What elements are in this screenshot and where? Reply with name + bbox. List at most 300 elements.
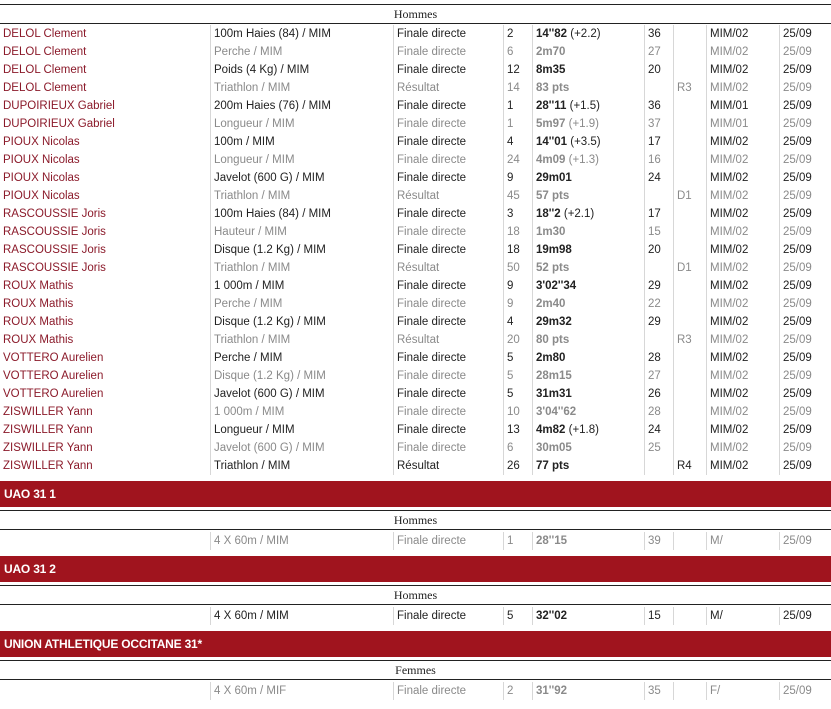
cell-rank: D1 [673,259,706,277]
cell-date: 25/09 [779,223,831,241]
cell-date: 25/09 [779,133,831,151]
cell-date: 25/09 [779,115,831,133]
cell-pts: 17 [644,133,673,151]
performance-value: 14''82 [536,28,568,40]
cell-perf [532,385,644,403]
cell-event: 100m Haies (84) / MIM [210,205,393,223]
cell-cat: M/ [706,607,779,625]
cell-date: 25/09 [779,367,831,385]
performance-value: 77 pts [536,460,570,472]
table-row [0,331,831,349]
cell-round: Finale directe [393,532,503,550]
cell-cat: MIM/02 [706,403,779,421]
cell-place: 5 [503,385,532,403]
cell-round: Finale directe [393,385,503,403]
cell-pts [644,187,673,205]
cell-round: Finale directe [393,682,503,700]
cell-round: Finale directe [393,61,503,79]
cell-date: 25/09 [779,97,831,115]
cell-event: 100m / MIM [210,133,393,151]
cell-event: Javelot (600 G) / MIM [210,385,393,403]
cell-pts: 35 [644,682,673,700]
table-row [0,205,831,223]
cell-pts [644,331,673,349]
cell-perf [532,277,644,295]
cell-cat: MIM/02 [706,331,779,349]
cell-rank [673,169,706,187]
cell-place: 4 [503,133,532,151]
cell-round: Finale directe [393,43,503,61]
cell-pts: 20 [644,241,673,259]
cell-date: 25/09 [779,25,831,43]
table-row [0,43,831,61]
cell-date: 25/09 [779,349,831,367]
cell-pts: 17 [644,205,673,223]
cell-round: Finale directe [393,349,503,367]
performance-value: 32''02 [536,610,568,622]
cell-cat: MIM/02 [706,439,779,457]
performance-value: 2m70 [536,46,566,58]
wind-value: (+1.3) [565,154,599,166]
cell-rank [673,532,706,550]
performance-value: 57 pts [536,190,570,202]
cell-perf [532,187,644,205]
cell-name: DUPOIRIEUX Gabriel [3,118,115,130]
cell-rank [673,133,706,151]
cell-event: Longueur / MIM [210,421,393,439]
cell-date: 25/09 [779,331,831,349]
performance-value: 4m09 [536,154,566,166]
table-row [0,133,831,151]
cell-perf [532,367,644,385]
cell-name: ROUX Mathis [3,298,74,310]
cell-perf [532,133,644,151]
cell-cat: MIM/02 [706,205,779,223]
cell-date: 25/09 [779,403,831,421]
cell-event: Hauteur / MIM [210,223,393,241]
table-row [0,79,831,97]
cell-rank [673,223,706,241]
cell-cat: MIM/01 [706,115,779,133]
cell-perf [532,169,644,187]
cell-event: 4 X 60m / MIM [210,532,393,550]
cell-pts [644,259,673,277]
cell-cat: MIM/02 [706,25,779,43]
cell-cat: MIM/02 [706,79,779,97]
cell-rank [673,421,706,439]
cell-name [0,682,210,700]
cell-rank [673,385,706,403]
cell-rank [673,403,706,421]
cell-round: Résultat [393,259,503,277]
cell-perf [532,457,644,475]
cell-place: 5 [503,349,532,367]
cell-pts: 26 [644,385,673,403]
cell-round: Finale directe [393,313,503,331]
cell-perf [532,43,644,61]
cell-date: 25/09 [779,682,831,700]
cell-name: DELOL Clement [3,46,87,58]
cell-event: 1 000m / MIM [210,403,393,421]
cell-place: 1 [503,532,532,550]
cell-event: Javelot (600 G) / MIM [210,169,393,187]
cell-date: 25/09 [779,61,831,79]
wind-value: (+3.5) [567,136,601,148]
performance-value: 31m31 [536,388,572,400]
wind-value: (+1.8) [565,424,599,436]
club-header-union-athletique-occitane: UNION ATHLETIQUE OCCITANE 31* [0,631,831,657]
cell-cat: MIM/02 [706,421,779,439]
table-row [0,241,831,259]
performance-value: 80 pts [536,334,570,346]
cell-cat: MIM/02 [706,457,779,475]
cell-name: ZISWILLER Yann [3,406,93,418]
cell-pts: 37 [644,115,673,133]
cell-event: Triathlon / MIM [210,259,393,277]
cell-pts: 36 [644,25,673,43]
cell-rank [673,439,706,457]
cell-perf [532,25,644,43]
gender-header-hommes-uao2: Hommes [0,585,831,605]
table-row [0,421,831,439]
cell-perf [532,532,644,550]
cell-place: 9 [503,295,532,313]
cell-date: 25/09 [779,151,831,169]
cell-event: Triathlon / MIM [210,331,393,349]
cell-date: 25/09 [779,313,831,331]
cell-place: 14 [503,79,532,97]
cell-round: Finale directe [393,205,503,223]
cell-pts: 27 [644,43,673,61]
performance-value: 52 pts [536,262,570,274]
table-row [0,403,831,421]
cell-perf [532,223,644,241]
cell-round: Finale directe [393,25,503,43]
cell-place: 3 [503,205,532,223]
performance-value: 5m97 [536,118,566,130]
cell-rank [673,205,706,223]
cell-name: RASCOUSSIE Joris [3,226,106,238]
cell-cat: MIM/02 [706,241,779,259]
cell-pts: 25 [644,439,673,457]
table-row [0,223,831,241]
cell-round: Résultat [393,331,503,349]
cell-round: Finale directe [393,151,503,169]
cell-pts: 36 [644,97,673,115]
cell-name [0,532,210,550]
cell-cat: MIM/02 [706,61,779,79]
cell-date: 25/09 [779,439,831,457]
gender-header-femmes: Femmes [0,660,831,680]
cell-place: 9 [503,169,532,187]
wind-value: (+1.9) [565,118,599,130]
cell-cat: M/ [706,532,779,550]
cell-place: 10 [503,403,532,421]
cell-name: PIOUX Nicolas [3,172,80,184]
performance-value: 31''92 [536,685,568,697]
cell-rank [673,151,706,169]
cell-event: Perche / MIM [210,295,393,313]
cell-cat: MIM/02 [706,277,779,295]
cell-place: 26 [503,457,532,475]
performance-value: 28''11 [536,100,567,112]
cell-rank [673,61,706,79]
table-row [0,532,831,550]
cell-round: Résultat [393,79,503,97]
table-row [0,313,831,331]
cell-place: 50 [503,259,532,277]
cell-date: 25/09 [779,385,831,403]
wind-value: (+2.1) [560,208,595,220]
cell-event: 100m Haies (84) / MIM [210,25,393,43]
performance-value: 28m15 [536,370,572,382]
cell-rank [673,349,706,367]
cell-place: 24 [503,151,532,169]
cell-date: 25/09 [779,421,831,439]
performance-value: 19m98 [536,244,572,256]
cell-cat: MIM/02 [706,43,779,61]
cell-cat: MIM/02 [706,385,779,403]
cell-name: RASCOUSSIE Joris [3,208,106,220]
cell-name: PIOUX Nicolas [3,136,80,148]
cell-event: Poids (4 Kg) / MIM [210,61,393,79]
cell-perf [532,115,644,133]
cell-name: ROUX Mathis [3,334,74,346]
cell-event: 4 X 60m / MIF [210,682,393,700]
cell-name: ROUX Mathis [3,280,74,292]
cell-perf [532,313,644,331]
cell-event: Perche / MIM [210,43,393,61]
gender-header-hommes-uao1: Hommes [0,510,831,530]
cell-event: Disque (1.2 Kg) / MIM [210,313,393,331]
cell-perf [532,607,644,625]
cell-round: Finale directe [393,97,503,115]
cell-rank [673,241,706,259]
cell-rank [673,25,706,43]
performance-value: 29m01 [536,172,572,184]
cell-pts: 27 [644,367,673,385]
cell-name [0,607,210,625]
cell-round: Finale directe [393,367,503,385]
table-row [0,295,831,313]
cell-perf [532,61,644,79]
cell-date: 25/09 [779,277,831,295]
cell-cat: MIM/02 [706,151,779,169]
cell-rank [673,607,706,625]
cell-name: DUPOIRIEUX Gabriel [3,100,115,112]
cell-pts: 20 [644,61,673,79]
cell-pts: 24 [644,169,673,187]
cell-cat: MIM/02 [706,169,779,187]
performance-value: 29m32 [536,316,572,328]
cell-event: Triathlon / MIM [210,457,393,475]
table-row [0,259,831,277]
performance-value: 2m80 [536,352,566,364]
gender-header-hommes: Hommes [0,4,831,24]
cell-pts: 16 [644,151,673,169]
cell-name: DELOL Clement [3,28,87,40]
cell-perf [532,97,644,115]
performance-value: 18''2 [536,208,561,220]
cell-perf [532,295,644,313]
cell-round: Résultat [393,457,503,475]
cell-perf [532,331,644,349]
cell-event: Perche / MIM [210,349,393,367]
cell-pts: 28 [644,403,673,421]
cell-date: 25/09 [779,295,831,313]
club-header-uao-31-2: UAO 31 2 [0,556,831,582]
table-row [0,277,831,295]
table-row [0,367,831,385]
cell-event: Triathlon / MIM [210,187,393,205]
performance-value: 8m35 [536,64,566,76]
cell-pts [644,457,673,475]
cell-perf [532,241,644,259]
cell-pts [644,79,673,97]
cell-event: Triathlon / MIM [210,79,393,97]
cell-place: 18 [503,241,532,259]
cell-pts: 28 [644,349,673,367]
table-row [0,457,831,475]
cell-place: 20 [503,331,532,349]
cell-rank [673,277,706,295]
cell-place: 18 [503,223,532,241]
cell-cat: MIM/01 [706,97,779,115]
cell-cat: F/ [706,682,779,700]
cell-name: RASCOUSSIE Joris [3,244,106,256]
table-row [0,349,831,367]
cell-round: Finale directe [393,115,503,133]
cell-round: Finale directe [393,403,503,421]
performance-value: 2m40 [536,298,566,310]
cell-name: ZISWILLER Yann [3,424,93,436]
cell-rank [673,97,706,115]
cell-cat: MIM/02 [706,133,779,151]
cell-rank: R3 [673,79,706,97]
cell-date: 25/09 [779,457,831,475]
cell-place: 13 [503,421,532,439]
cell-pts: 22 [644,295,673,313]
cell-cat: MIM/02 [706,259,779,277]
cell-place: 6 [503,439,532,457]
wind-value: (+2.2) [567,28,601,40]
cell-cat: MIM/02 [706,349,779,367]
cell-event: Disque (1.2 Kg) / MIM [210,241,393,259]
cell-pts: 39 [644,532,673,550]
cell-pts: 29 [644,313,673,331]
cell-cat: MIM/02 [706,367,779,385]
cell-pts: 29 [644,277,673,295]
cell-event: 200m Haies (76) / MIM [210,97,393,115]
table-row [0,25,831,43]
cell-rank [673,313,706,331]
cell-place: 2 [503,25,532,43]
cell-date: 25/09 [779,532,831,550]
cell-perf [532,259,644,277]
cell-rank: R4 [673,457,706,475]
cell-name: PIOUX Nicolas [3,154,80,166]
cell-perf [532,151,644,169]
cell-perf [532,682,644,700]
cell-rank [673,115,706,133]
cell-pts: 15 [644,223,673,241]
cell-rank [673,367,706,385]
cell-rank [673,682,706,700]
cell-date: 25/09 [779,43,831,61]
cell-round: Finale directe [393,169,503,187]
cell-cat: MIM/02 [706,187,779,205]
club-header-uao-31-1: UAO 31 1 [0,481,831,507]
cell-name: ZISWILLER Yann [3,442,93,454]
cell-date: 25/09 [779,607,831,625]
table-row [0,385,831,403]
cell-round: Finale directe [393,241,503,259]
cell-name: ZISWILLER Yann [3,460,93,472]
cell-name: DELOL Clement [3,64,87,76]
cell-name: VOTTERO Aurelien [3,352,104,364]
table-row [0,169,831,187]
cell-round: Finale directe [393,421,503,439]
cell-rank [673,43,706,61]
cell-place: 1 [503,115,532,133]
cell-date: 25/09 [779,169,831,187]
performance-value: 83 pts [536,82,570,94]
cell-date: 25/09 [779,187,831,205]
cell-perf [532,349,644,367]
cell-name: RASCOUSSIE Joris [3,262,106,274]
cell-event: Javelot (600 G) / MIM [210,439,393,457]
cell-place: 1 [503,97,532,115]
cell-place: 45 [503,187,532,205]
cell-name: DELOL Clement [3,82,87,94]
cell-pts: 24 [644,421,673,439]
cell-place: 5 [503,367,532,385]
cell-rank: R3 [673,331,706,349]
cell-date: 25/09 [779,241,831,259]
cell-round: Finale directe [393,277,503,295]
cell-round: Finale directe [393,439,503,457]
cell-date: 25/09 [779,79,831,97]
performance-value: 14''01 [536,136,568,148]
cell-rank [673,295,706,313]
table-row [0,607,831,625]
table-row [0,187,831,205]
cell-name: VOTTERO Aurelien [3,388,104,400]
performance-value: 3'02''34 [536,280,577,292]
cell-event: Longueur / MIM [210,115,393,133]
cell-rank: D1 [673,187,706,205]
table-row [0,61,831,79]
cell-place: 12 [503,61,532,79]
table-row [0,439,831,457]
cell-place: 9 [503,277,532,295]
cell-cat: MIM/02 [706,295,779,313]
table-row [0,97,831,115]
cell-round: Finale directe [393,607,503,625]
cell-event: Disque (1.2 Kg) / MIM [210,367,393,385]
table-row [0,682,831,700]
performance-value: 28''15 [536,535,568,547]
cell-perf [532,205,644,223]
cell-round: Finale directe [393,223,503,241]
performance-value: 1m30 [536,226,566,238]
cell-name: PIOUX Nicolas [3,190,80,202]
cell-perf [532,79,644,97]
cell-event: Longueur / MIM [210,151,393,169]
cell-pts: 15 [644,607,673,625]
cell-cat: MIM/02 [706,313,779,331]
cell-name: VOTTERO Aurelien [3,370,104,382]
